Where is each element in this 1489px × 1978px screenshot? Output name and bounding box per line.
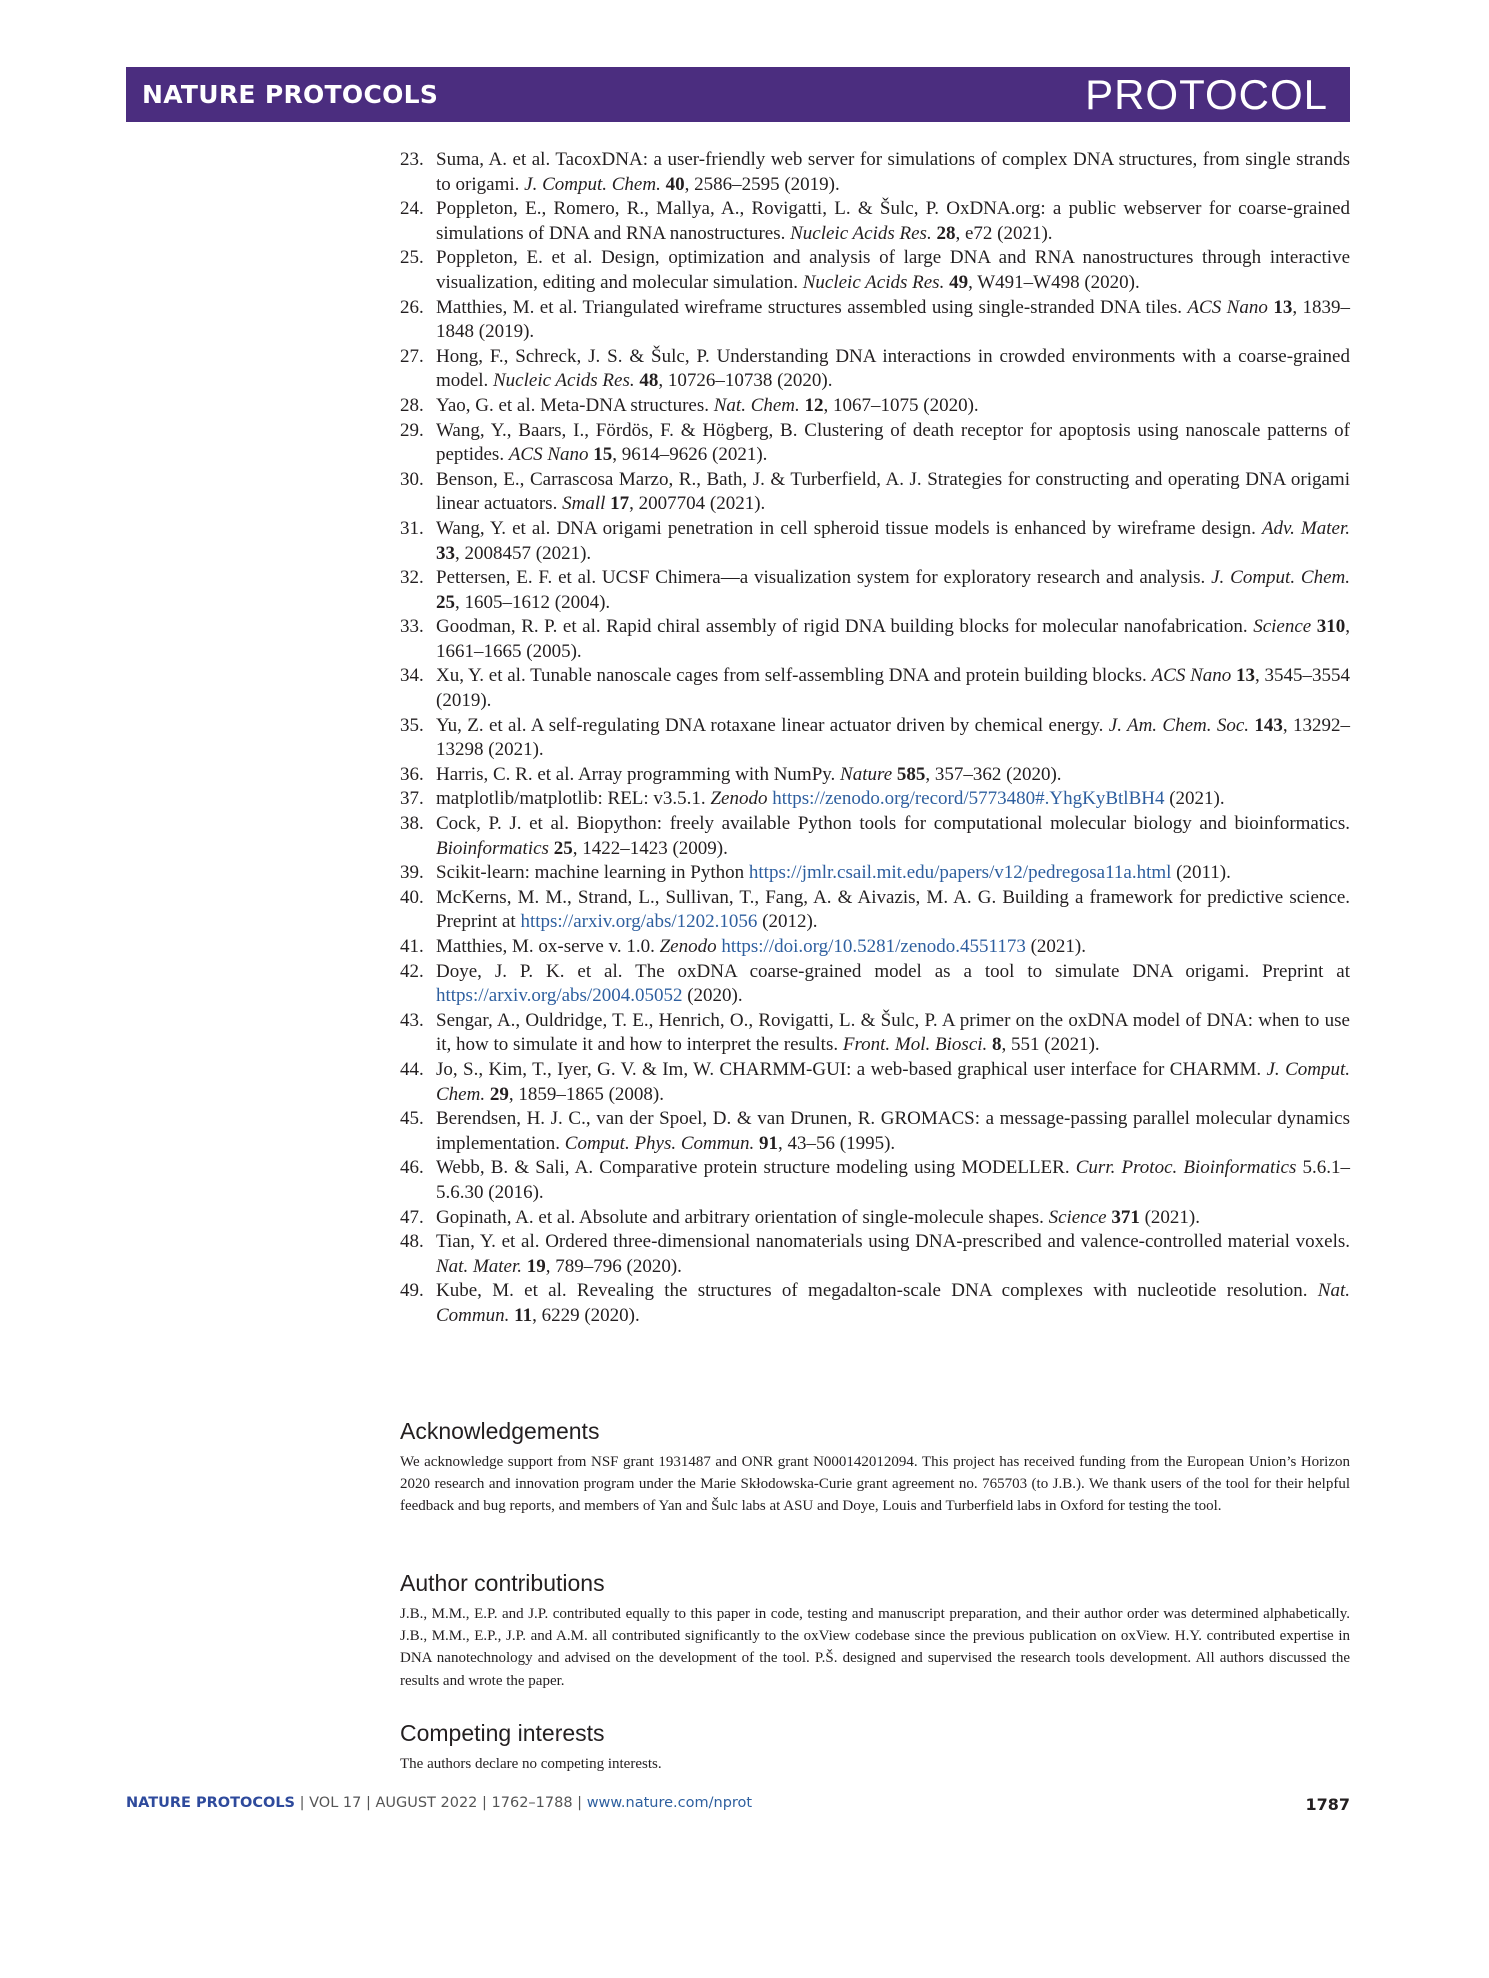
reference-text: (2021). (1025, 936, 1087, 957)
reference-text: 5.6.1–5.6.30 (2016). (436, 1157, 1351, 1203)
acknowledgements-section (400, 1418, 1350, 1518)
footer-volume: VOL 17 (309, 1795, 362, 1811)
reference-item (400, 664, 1350, 713)
reference-text: (2021). (1139, 1206, 1201, 1228)
author-contributions-section (400, 1570, 1350, 1692)
journal-name: NATURE PROTOCOLS (142, 80, 439, 109)
reference-text: Webb, B. & Sali, A. Comparative protein structure modeling using MODELLER. (436, 1157, 1076, 1179)
reference-volume: 11 (514, 1304, 533, 1326)
reference-journal: ACS Nano (1187, 296, 1268, 318)
reference-number: 37. (400, 788, 424, 810)
reference-list (400, 148, 1350, 1329)
reference-item (400, 1206, 1350, 1231)
reference-item (400, 935, 1350, 960)
reference-item (400, 787, 1350, 812)
reference-number: 28. (400, 394, 424, 416)
reference-volume: 29 (489, 1083, 509, 1105)
reference-text: Benson, E., Carrascosa Marzo, R., Bath, J. & Turberfield, A. J. Strategies for constructing and operating DNA origami linear actuators. (436, 468, 1350, 515)
reference-number: 26. (400, 296, 424, 318)
competing-interests-section (400, 1720, 1350, 1775)
reference-item (400, 296, 1350, 345)
reference-journal: Bioinformatics (436, 837, 549, 859)
reference-text: , 43–56 (1995). (778, 1132, 896, 1154)
reference-item (400, 812, 1350, 861)
section-text: We acknowledge support from NSF grant 1931487 and ONR grant N000142012094. This project has received funding from the European Union’s Horizon 2020 research and innovation program under the Marie Skłodowska-Curie grant agreement no. 765703 (to J.B.). We thank users of the tool for their helpful feedback and bug reports, and members of Yan and Šulc labs at ASU and Doye, Louis and Turberfield labs in Oxford for testing the tool. (400, 1454, 1350, 1515)
reference-journal: Front. Mol. Biosci. (842, 1034, 988, 1056)
reference-journal: Science (1253, 616, 1312, 638)
reference-text: , 2008457 (2021). (455, 542, 592, 564)
reference-journal: J. Am. Chem. Soc. (1108, 714, 1250, 736)
section-heading: Author contributions (400, 1570, 605, 1596)
reference-number: 36. (400, 763, 424, 785)
footer-separator: | (477, 1795, 492, 1811)
page-number: 1787 (1305, 1795, 1350, 1814)
reference-text: Cock, P. J. et al. Biopython: freely available Python tools for computational molecular biology and bioinformatics. (436, 813, 1350, 835)
reference-text: , 2007704 (2021). (629, 493, 766, 515)
reference-number: 23. (400, 149, 424, 170)
reference-volume: 13 (1236, 665, 1255, 687)
reference-number: 41. (400, 936, 424, 957)
reference-volume: 19 (526, 1255, 546, 1277)
reference-text: , e72 (2021). (955, 222, 1053, 244)
reference-text: , 13292–13298 (2021). (436, 714, 1350, 761)
reference-text: , 1067–1075 (2020). (823, 394, 979, 416)
reference-volume: 48 (639, 370, 659, 392)
reference-text: Gopinath, A. et al. Absolute and arbitrary orientation of single-molecule shapes. (436, 1206, 1049, 1228)
reference-item (400, 419, 1350, 468)
article-type: PROTOCOL (1085, 71, 1328, 118)
footer-separator: | (295, 1795, 310, 1811)
reference-text: , 1661–1665 (2005). (436, 616, 1350, 662)
reference-link[interactable]: https://doi.org/10.5281/zenodo.4551173 (721, 936, 1026, 957)
reference-number: 34. (400, 665, 424, 687)
reference-text: , 1839–1848 (2019). (436, 296, 1351, 343)
reference-volume: 8 (992, 1034, 1002, 1056)
reference-number: 29. (400, 419, 424, 441)
reference-text: Doye, J. P. K. et al. The oxDNA coarse-grained model as a tool to simulate DNA origami. Preprint at (436, 960, 1350, 982)
reference-text: Jo, S., Kim, T., Iyer, G. V. & Im, W. CHARMM-GUI: a web-based graphical user interface for CHARMM. (436, 1058, 1267, 1080)
reference-text: (2021). (1164, 788, 1225, 810)
reference-link[interactable]: https://arxiv.org/abs/1202.1056 (520, 911, 758, 933)
reference-text: Harris, C. R. et al. Array programming with NumPy. (436, 763, 841, 785)
reference-number: 31. (400, 517, 424, 539)
reference-item (400, 566, 1350, 615)
reference-item (400, 1279, 1350, 1328)
reference-volume: 15 (593, 444, 613, 466)
reference-text: Poppleton, E. et al. Design, optimization and analysis of large DNA and RNA nanostructures through interactive visualization, editing and molecular simulation. (436, 247, 1350, 293)
footer-date: AUGUST 2022 (375, 1795, 478, 1811)
reference-text: Poppleton, E., Romero, R., Mallya, A., Rovigatti, L. & Šulc, P. OxDNA.org: a public webserver for coarse-grained simulations of DNA and RNA nanostructures. (436, 198, 1350, 244)
reference-item (400, 345, 1350, 394)
reference-volume: 40 (665, 173, 685, 195)
reference-volume: 28 (936, 222, 956, 244)
reference-item (400, 1009, 1350, 1058)
reference-journal: Nucleic Acids Res. (493, 370, 635, 392)
reference-item (400, 148, 1350, 197)
reference-text: (2020). (682, 985, 743, 1007)
reference-journal: Nat. Chem. (713, 394, 800, 416)
reference-item (400, 1156, 1350, 1205)
reference-text: , 1422–1423 (2009). (572, 837, 728, 859)
reference-item (400, 1230, 1350, 1279)
reference-number: 35. (400, 714, 424, 736)
reference-volume: 49 (949, 271, 969, 293)
reference-number: 39. (400, 862, 424, 884)
reference-journal: Nucleic Acids Res. (802, 271, 945, 293)
reference-item (400, 1107, 1350, 1156)
reference-text: , W491–W498 (2020). (968, 271, 1140, 293)
reference-journal: Science (1048, 1206, 1107, 1228)
reference-text: , 789–796 (2020). (545, 1255, 682, 1277)
reference-number: 25. (400, 247, 424, 269)
reference-journal: Nat. Mater. (436, 1255, 523, 1277)
reference-item (400, 246, 1350, 295)
reference-item (400, 394, 1350, 419)
reference-text: (2011). (1171, 862, 1231, 884)
reference-number: 49. (400, 1280, 424, 1302)
reference-number: 40. (400, 886, 424, 908)
reference-item (400, 886, 1350, 935)
section-text: The authors declare no competing interests. (400, 1756, 662, 1772)
reference-item (400, 468, 1350, 517)
footer-url-link[interactable]: www.nature.com/nprot (586, 1795, 753, 1811)
reference-volume: 17 (610, 493, 630, 515)
section-heading: Competing interests (400, 1720, 605, 1746)
reference-text: Yu, Z. et al. A self-regulating DNA rotaxane linear actuator driven by chemical energy. (436, 714, 1109, 736)
journal-banner (126, 67, 1350, 122)
reference-number: 33. (400, 616, 424, 638)
reference-text: , 551 (2021). (1001, 1034, 1100, 1056)
reference-item (400, 763, 1350, 788)
reference-text: , 357–362 (2020). (925, 763, 1062, 785)
reference-text: , 2586–2595 (2019). (684, 173, 840, 195)
reference-link[interactable]: https://arxiv.org/abs/2004.05052 (436, 985, 683, 1007)
reference-number: 24. (400, 198, 424, 220)
reference-journal: Zenodo (659, 936, 717, 957)
reference-number: 45. (400, 1108, 424, 1130)
reference-item (400, 714, 1350, 763)
reference-item (400, 861, 1350, 886)
reference-journal: Nature (840, 763, 893, 785)
reference-text: Suma, A. et al. TacoxDNA: a user-friendly web server for simulations of complex DNA structures, from single strands to origami. (436, 149, 1350, 195)
reference-number: 27. (400, 345, 424, 367)
reference-number: 42. (400, 960, 424, 982)
reference-link[interactable]: https://zenodo.org/record/5773480#.YhgKyBtlBH4 (772, 788, 1165, 810)
reference-volume: 33 (436, 542, 455, 564)
reference-text: Pettersen, E. F. et al. UCSF Chimera—a visualization system for exploratory research and analysis. (436, 567, 1212, 589)
reference-item (400, 197, 1350, 246)
reference-text: Wang, Y. et al. DNA origami penetration in cell spheroid tissue models is enhanced by wireframe design. (436, 517, 1262, 539)
reference-volume: 25 (553, 837, 573, 859)
reference-number: 47. (400, 1206, 424, 1228)
reference-text: , 6229 (2020). (532, 1304, 640, 1326)
reference-text: Yao, G. et al. Meta-DNA structures. (436, 394, 714, 416)
reference-text: , 1605–1612 (2004). (455, 591, 611, 613)
reference-text: (2012). (757, 911, 818, 933)
reference-text: Tian, Y. et al. Ordered three-dimensional nanomaterials using DNA-prescribed and valence-controlled material voxels. (436, 1231, 1350, 1253)
reference-text: Hong, F., Schreck, J. S. & Šulc, P. Understanding DNA interactions in crowded environments with a coarse-grained model. (436, 345, 1350, 392)
reference-number: 43. (400, 1009, 424, 1031)
reference-text: Berendsen, H. J. C., van der Spoel, D. & van Drunen, R. GROMACS: a message-passing parallel molecular dynamics implementation. (436, 1108, 1350, 1154)
section-text: J.B., M.M., E.P. and J.P. contributed equally to this paper in code, testing and manuscript preparation, and their author order was determined alphabetically. J.B., M.M., E.P., J.P. and A.M. all contributed significantly to the oxView codebase since the previous publication on oxView. H.Y. contributed expertise in DNA nanotechnology and advised on the development of the tool. P.Š. designed and supervised the research tools development. All authors discussed the results and wrote the paper. (400, 1606, 1350, 1689)
reference-journal: ACS Nano (508, 444, 589, 466)
reference-journal: Nat. Commun. (436, 1280, 1350, 1326)
reference-item (400, 960, 1350, 1009)
footer-journal: NATURE PROTOCOLS (126, 1795, 296, 1811)
reference-item (400, 517, 1350, 566)
reference-volume: 371 (1111, 1206, 1140, 1228)
reference-item (400, 615, 1350, 664)
reference-text: Matthies, M. et al. Triangulated wireframe structures assembled using single-stranded DNA tiles. (436, 296, 1188, 318)
reference-journal: J. Comput. Chem. (1211, 567, 1350, 589)
reference-number: 48. (400, 1231, 424, 1253)
reference-journal: J. Comput. Chem. (524, 173, 661, 195)
reference-number: 44. (400, 1058, 424, 1080)
reference-journal: Zenodo (710, 788, 768, 810)
reference-volume: 12 (804, 394, 824, 416)
page-footer (126, 1795, 1350, 1814)
reference-text: , 1859–1865 (2008). (508, 1083, 664, 1105)
reference-number: 30. (400, 468, 424, 490)
footer-separator: | (572, 1795, 587, 1811)
reference-volume: 91 (759, 1132, 778, 1154)
reference-journal: Nucleic Acids Res. (790, 222, 932, 244)
reference-journal: Small (562, 493, 606, 515)
reference-text: Matthies, M. ox-serve v. 1.0. (436, 936, 660, 957)
reference-text: Kube, M. et al. Revealing the structures of megadalton-scale DNA complexes with nucleotide resolution. (436, 1280, 1318, 1302)
reference-journal: ACS Nano (1151, 665, 1232, 687)
reference-volume: 310 (1316, 616, 1346, 638)
reference-text: Sengar, A., Ouldridge, T. E., Henrich, O., Rovigatti, L. & Šulc, P. A primer on the oxDNA model of DNA: when to use it, how to simulate it and how to interpret the results. (436, 1009, 1350, 1056)
reference-journal: Curr. Protoc. Bioinformatics (1075, 1157, 1297, 1179)
reference-text: , 9614–9626 (2021). (612, 444, 768, 466)
footer-pages: 1762–1788 (491, 1795, 573, 1811)
footer-separator: | (361, 1795, 376, 1811)
reference-number: 38. (400, 813, 424, 835)
reference-volume: 143 (1254, 714, 1283, 736)
reference-text: McKerns, M. M., Strand, L., Sullivan, T., Fang, A. & Aivazis, M. A. G. Building a framework for predictive science. Preprint at (436, 886, 1350, 933)
reference-text: Xu, Y. et al. Tunable nanoscale cages from self-assembling DNA and protein building blocks. (436, 665, 1152, 687)
reference-volume: 25 (436, 591, 455, 613)
reference-text: Goodman, R. P. et al. Rapid chiral assembly of rigid DNA building blocks for molecular nanofabrication. (436, 616, 1254, 638)
reference-journal: J. Comput. Chem. (436, 1058, 1350, 1105)
reference-text: Scikit-learn: machine learning in Python (436, 862, 749, 884)
reference-text: Wang, Y., Baars, I., Fördös, F. & Högberg, B. Clustering of death receptor for apoptosis using nanoscale patterns of peptides. (436, 419, 1350, 466)
reference-text: , 3545–3554 (2019). (436, 665, 1350, 712)
reference-number: 46. (400, 1157, 424, 1179)
reference-volume: 13 (1273, 296, 1293, 318)
reference-number: 32. (400, 567, 424, 589)
reference-text: , 10726–10738 (2020). (658, 370, 833, 392)
reference-text: matplotlib/matplotlib: REL: v3.5.1. (436, 788, 711, 810)
reference-journal: Adv. Mater. (1261, 517, 1350, 539)
reference-journal: Comput. Phys. Commun. (564, 1132, 755, 1154)
reference-item (400, 1058, 1350, 1107)
reference-volume: 585 (896, 763, 926, 785)
section-heading: Acknowledgements (400, 1418, 600, 1444)
reference-link[interactable]: https://jmlr.csail.mit.edu/papers/v12/pedregosa11a.html (748, 862, 1172, 884)
